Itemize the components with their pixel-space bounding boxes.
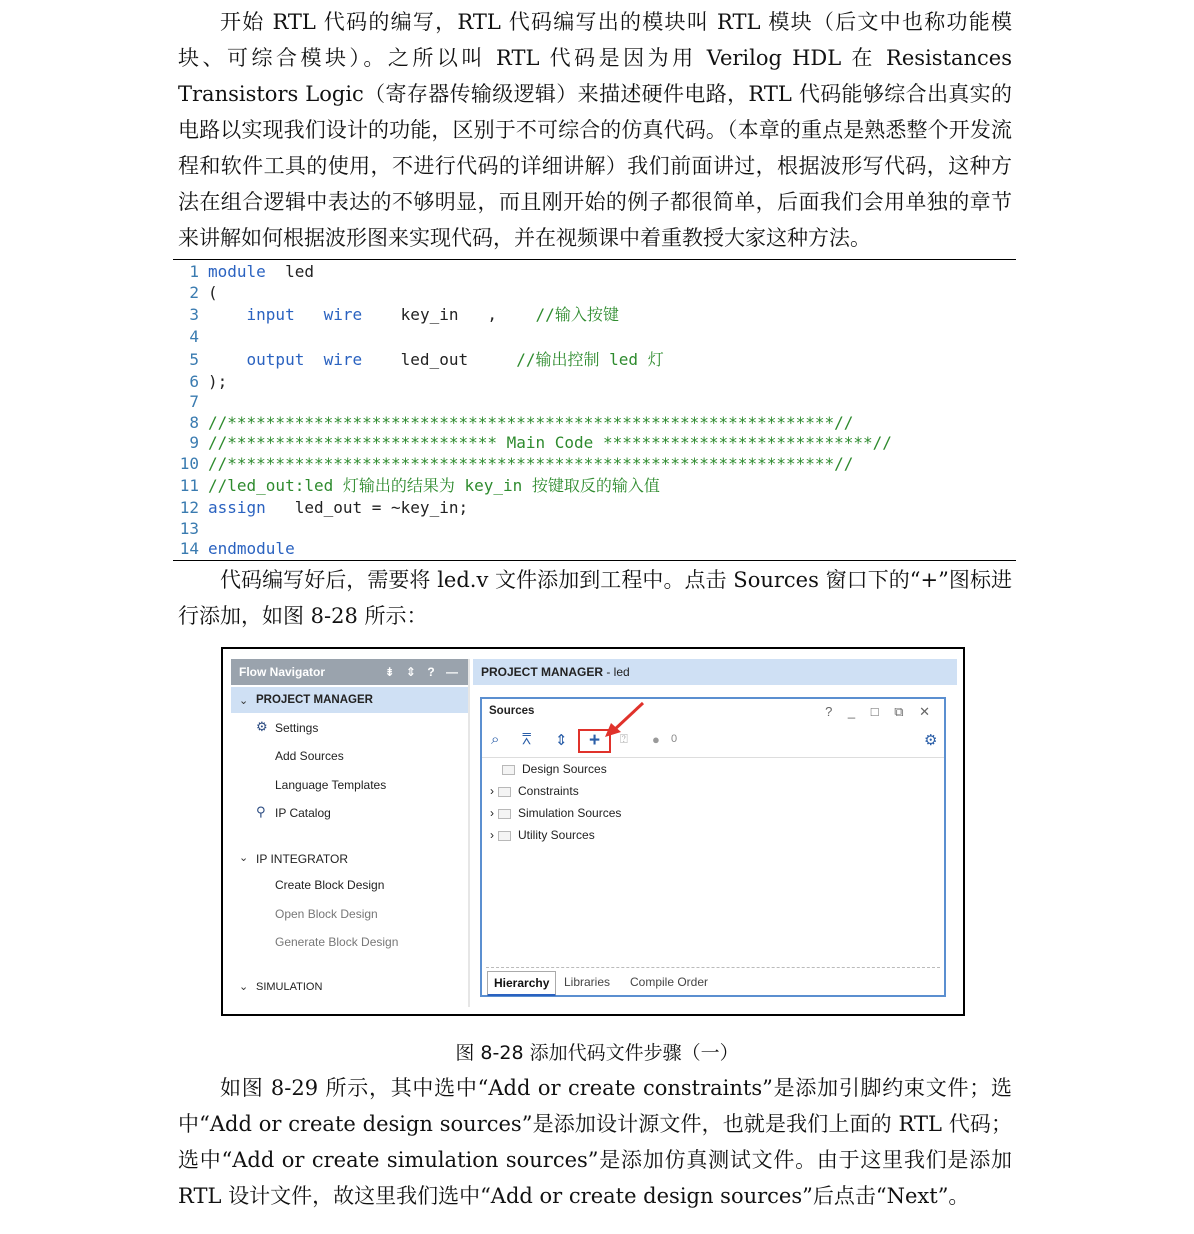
section-ip-integrator[interactable]: IP INTEGRATOR <box>256 852 349 866</box>
tree-design-sources[interactable]: Design Sources <box>502 762 607 776</box>
sources-title: Sources <box>489 705 535 717</box>
code-line-10: 10 //***************************************************************// <box>179 453 854 473</box>
question-icon[interactable]: ⍰ <box>620 731 628 746</box>
gear-icon[interactable]: ⚙ <box>924 732 938 749</box>
arrow-annotation <box>601 699 651 739</box>
outro-text: 如图 8-29 所示，其中选中“Add or create constraints”是添加引脚约束文件；选中“Add or create design sources”是添加设计源文件，也就是我们上面的 RTL 代码；选中“Add or create simulation sources”是添加仿真测试文件。由于这里我们是添加 RTL 设计文件，故这里我们选中“Add or create design sources”后点击“Next”。 <box>178 1076 1012 1208</box>
intro-paragraph <box>178 4 1012 256</box>
status-count: 0 <box>671 733 678 745</box>
project-manager-header <box>473 659 957 685</box>
code-line-8: 8 //***************************************************************// <box>189 412 854 432</box>
code-line-6: 6 ); <box>189 371 228 391</box>
vivado-screenshot <box>221 647 965 1016</box>
figure-caption: 图 8-28 添加代码文件步骤（一） <box>455 1042 739 1064</box>
tab-separator <box>486 967 940 968</box>
code-line-9: 9 //**************************** Main Code ****************************// <box>189 433 892 452</box>
tab-hierarchy[interactable]: Hierarchy <box>487 971 556 996</box>
code-line-1: 1 module led <box>189 262 314 281</box>
sources-window <box>480 697 946 997</box>
code-line-11: 11 //led_out:led 灯输出的结果为 key_in 按键取反的输入值 <box>179 476 660 495</box>
chevron-down-icon[interactable]: ⌄ <box>239 981 249 993</box>
tree-constraints[interactable]: › Constraints <box>490 784 579 798</box>
nav-settings[interactable]: Settings <box>275 721 319 735</box>
nav-ip-catalog[interactable]: IP Catalog <box>275 806 331 820</box>
pm-project-name: - led <box>603 665 630 679</box>
folder-icon <box>498 831 511 841</box>
ip-catalog-icon: ⚲ <box>256 804 266 819</box>
code-line-2: 2 ( <box>189 282 218 302</box>
gear-icon: ⚙ <box>256 719 268 734</box>
section-simulation[interactable]: SIMULATION <box>256 981 323 993</box>
outro-paragraph <box>178 1070 1012 1214</box>
code-line-5: 5 output wire led_out //输出控制 led 灯 <box>189 349 664 369</box>
tab-libraries[interactable]: Libraries <box>564 975 611 989</box>
folder-icon <box>498 787 511 797</box>
collapse-all-icon[interactable]: ⩞ <box>522 731 532 748</box>
code-bottom-rule <box>173 560 1016 561</box>
flow-navigator-tools[interactable]: ⇟ ⇕ ? — <box>384 665 462 679</box>
code-line-13: 13 <box>179 518 199 538</box>
nav-add-sources[interactable]: Add Sources <box>275 749 344 763</box>
nav-language-templates[interactable]: Language Templates <box>275 778 387 792</box>
code-line-3: 3 input wire key_in , //输入按键 <box>189 305 619 324</box>
after-code-text: 代码编写好后，需要将 led.v 文件添加到工程中。点击 Sources 窗口下的“+”图标进行添加，如图 8-28 所示： <box>178 568 1012 628</box>
pm-title: PROJECT MANAGER <box>481 665 604 679</box>
intro-text: 开始 RTL 代码的编写，RTL 代码编写出的模块叫 RTL 模块（后文中也称功能模块、可综合模块）。之所以叫 RTL 代码是因为用 Verilog HDL 在 Resistances Transistors Logic（寄存器传输级逻辑）来描述硬件电路，RTL 代码能够综合出真实的电路以实现我们设计的功能，区别于不可综合的仿真代码。（本章的重点是熟悉整个开发流程和软件工具的使用，不进行代码的详细讲解）我们前面讲过，根据波形写代码，这种方法在组合逻辑中表达的不够明显，而且刚开始的例子都很简单，后面我们会用单独的章节来讲解如何根据波形图来实现代码，并在视频课中着重教授大家这种方法。 <box>178 10 1012 250</box>
chevron-down-icon[interactable]: ⌄ <box>239 852 249 864</box>
expand-all-icon[interactable]: ⇕ <box>555 732 568 749</box>
code-line-12: 12 assign led_out = ~key_in; <box>179 498 469 517</box>
nav-create-block-design[interactable]: Create Block Design <box>275 878 385 892</box>
tab-compile-order[interactable]: Compile Order <box>630 975 709 989</box>
chevron-right-icon[interactable]: › <box>490 806 494 820</box>
tree-simulation-sources[interactable]: › Simulation Sources <box>490 806 622 820</box>
add-sources-button[interactable]: + <box>578 729 611 753</box>
flow-navigator-header <box>231 659 468 685</box>
code-line-4: 4 <box>189 327 199 346</box>
panel-divider[interactable] <box>468 659 470 1007</box>
tree-utility-sources[interactable]: › Utility Sources <box>490 828 595 842</box>
folder-icon <box>498 809 511 819</box>
folder-icon <box>502 765 515 775</box>
chevron-down-icon[interactable]: ⌄ <box>239 695 249 707</box>
section-project-manager[interactable]: PROJECT MANAGER <box>256 694 373 706</box>
code-line-7: 7 <box>189 392 199 411</box>
nav-open-block-design[interactable]: Open Block Design <box>275 907 378 921</box>
chevron-right-icon[interactable]: › <box>490 784 494 798</box>
after-code-paragraph <box>178 562 1012 634</box>
nav-generate-block-design[interactable]: Generate Block Design <box>275 935 399 949</box>
code-top-rule <box>173 259 1016 260</box>
code-line-14: 14 endmodule <box>179 539 295 558</box>
code-listing <box>173 262 1016 560</box>
toolbar-separator <box>482 757 944 758</box>
window-controls[interactable]: ? _ □ ⧉ ✕ <box>825 704 936 719</box>
flow-navigator-title: Flow Navigator <box>239 665 326 679</box>
chevron-right-icon[interactable]: › <box>490 828 494 842</box>
flow-navigator-panel <box>231 659 468 1009</box>
search-icon[interactable]: ⌕ <box>491 731 500 748</box>
status-dot-icon: ● <box>652 732 660 747</box>
